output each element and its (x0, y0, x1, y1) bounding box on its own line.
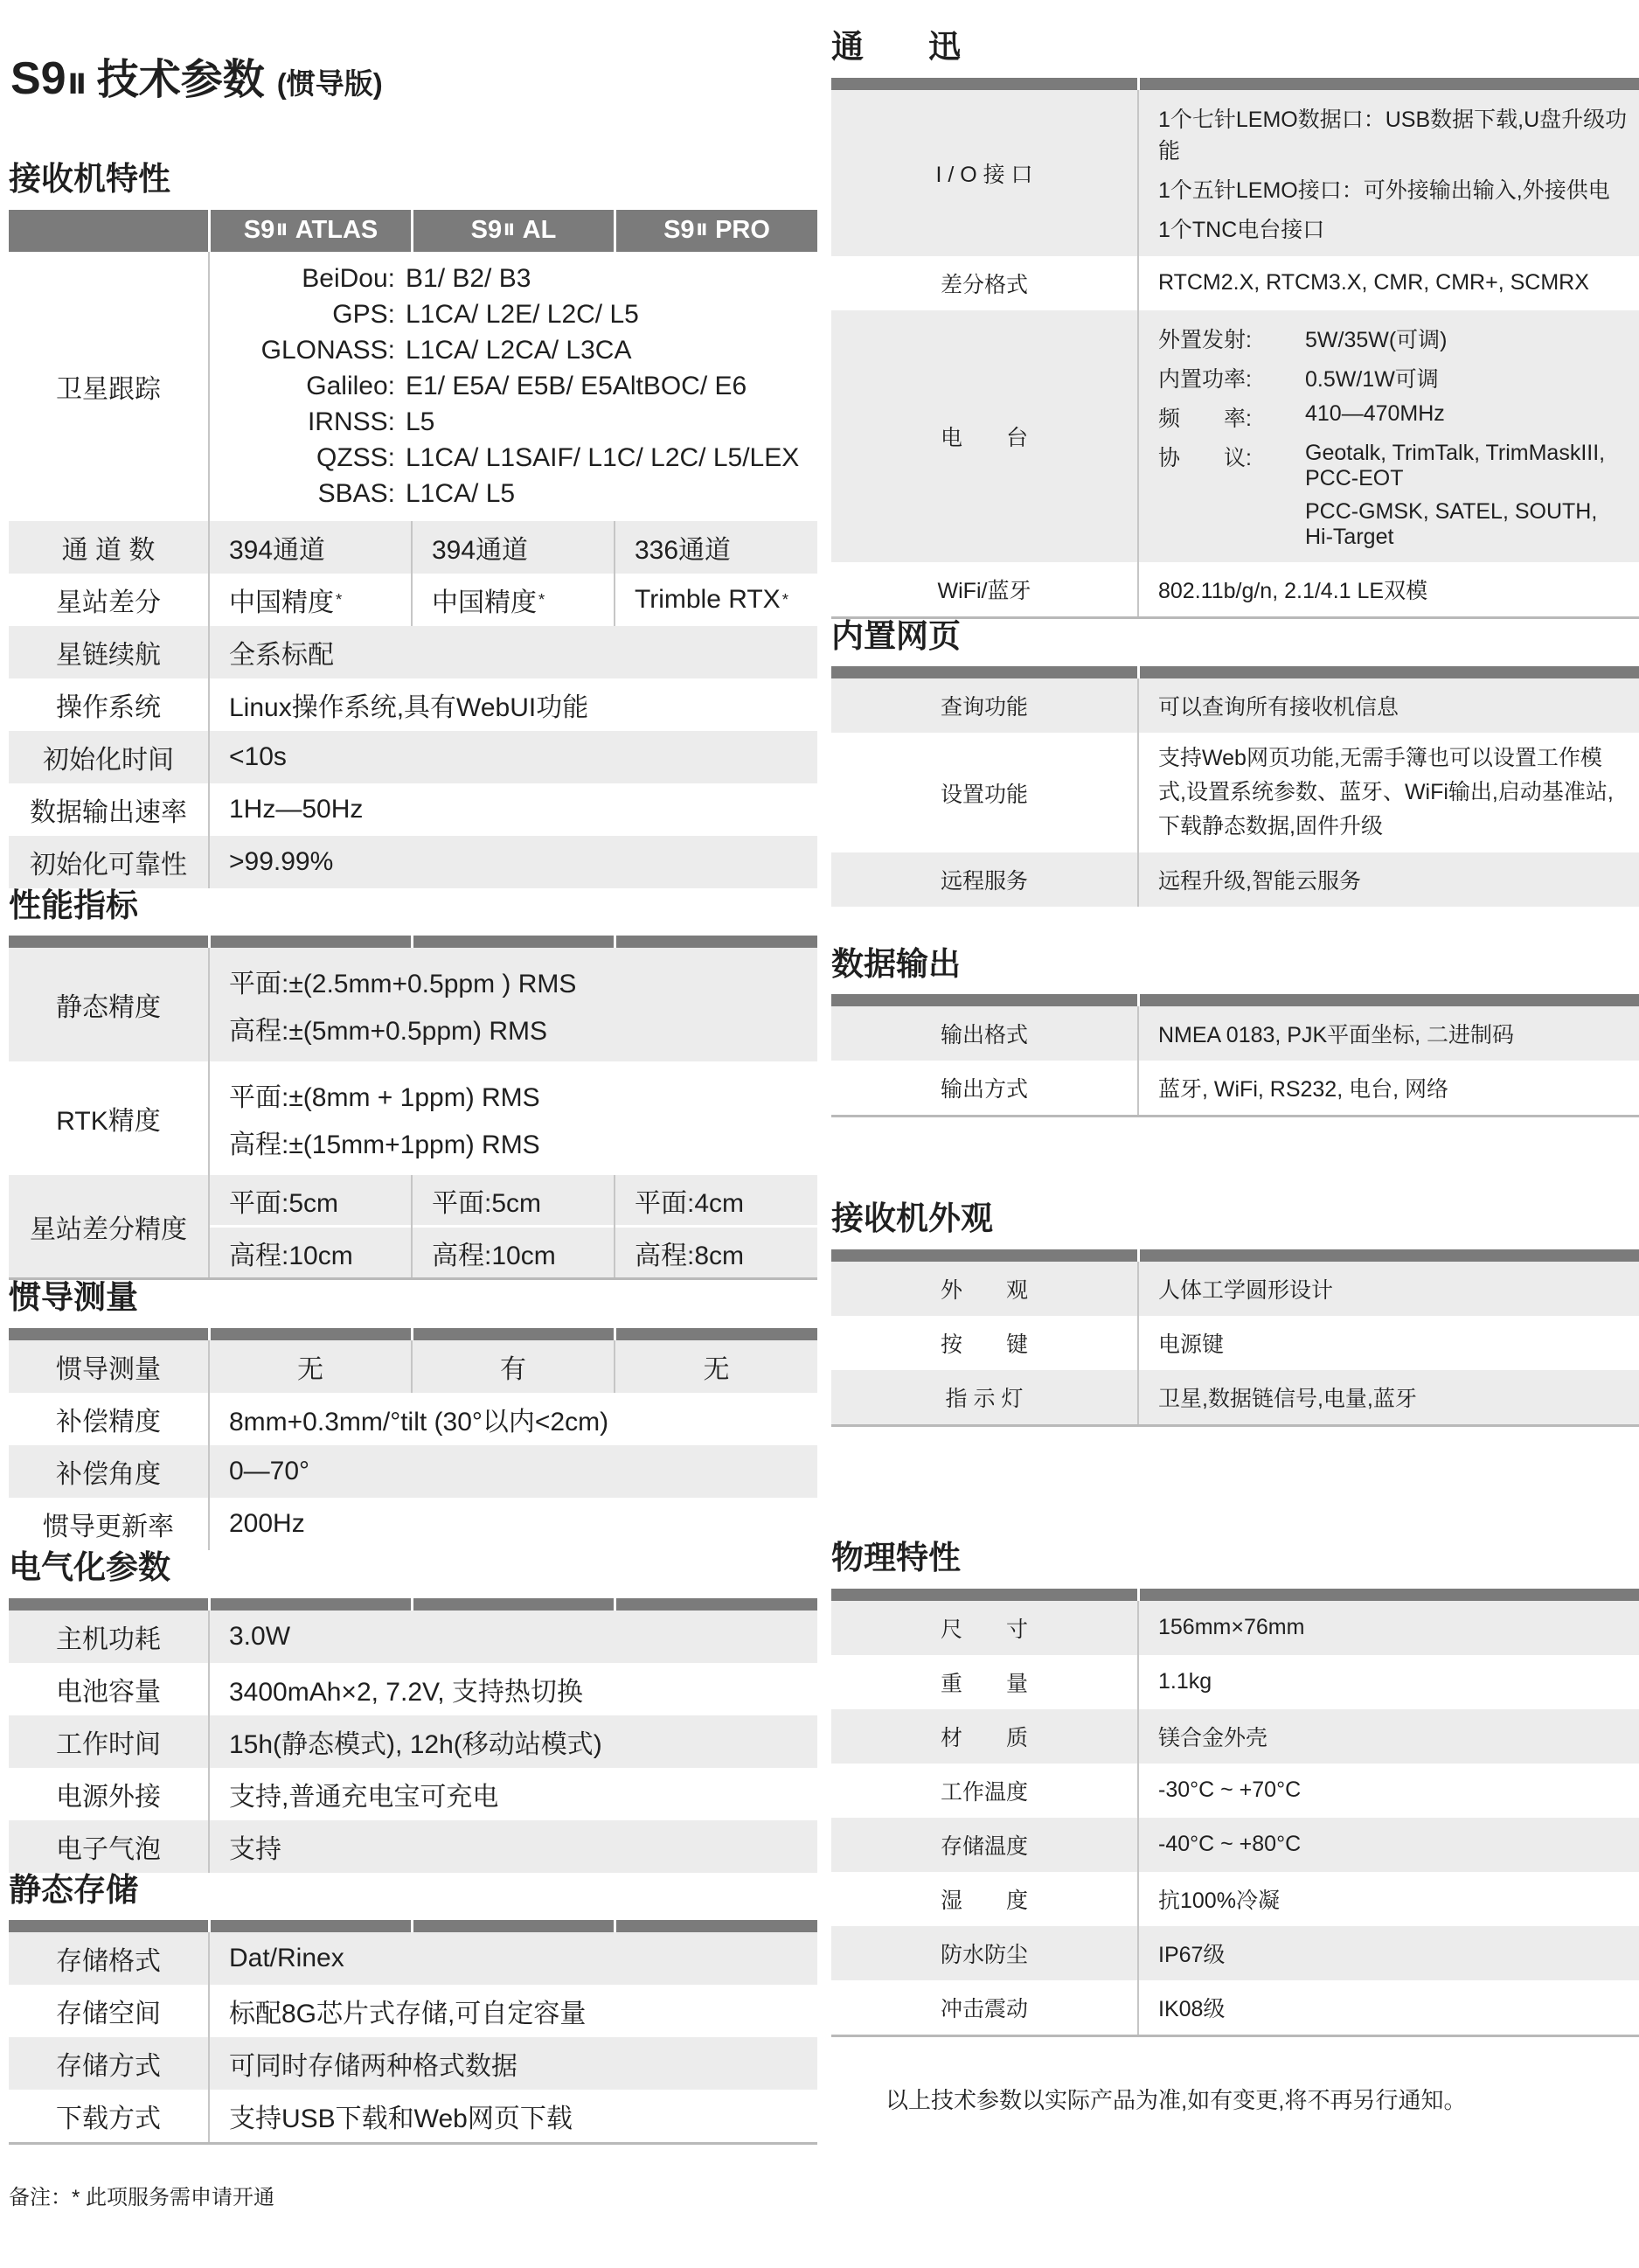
satellite-system-bands: L1CA/ L1SAIF/ L1C/ L2C/ L5/LEX (406, 442, 800, 472)
row-label: 查询功能 (940, 695, 1028, 720)
value-line: 高程:±(5mm+0.5ppm) RMS (229, 1017, 548, 1047)
value-text: 中国精度 (229, 588, 334, 617)
section-heading-output: 数据输出 (831, 945, 961, 982)
header-bar (831, 1249, 1639, 1262)
title-model: S9 (10, 53, 66, 104)
radio-spec-name: 外置发射: (1158, 327, 1252, 352)
header-bar (9, 1920, 817, 1932)
row-value: 远程升级,智能云服务 (1137, 852, 1639, 907)
row-value: 有 (411, 1340, 614, 1393)
receiver-table-header-row (9, 210, 817, 252)
header-col-al (411, 210, 614, 252)
spec-row (9, 1932, 817, 1985)
spec-row-inertial-availability (9, 1340, 817, 1393)
spec-row-rtk-accuracy (9, 1061, 817, 1175)
satellite-system-name: IRNSS: (307, 407, 395, 436)
row-label: 工作温度 (940, 1779, 1028, 1805)
value-text: Trimble RTX (635, 584, 781, 614)
row-value: <10s (208, 731, 817, 783)
row-value: 蓝牙, WiFi, RS232, 电台, 网络 (1137, 1061, 1639, 1115)
radio-spec-value: 0.5W/1W可调 (1305, 366, 1439, 392)
row-value: 全系标配 (208, 626, 817, 678)
row-label: 补偿精度 (56, 1408, 161, 1437)
model-roman: Ⅱ (696, 221, 708, 240)
row-label: 数据输出速率 (30, 797, 187, 827)
appearance-table (831, 1249, 1639, 1427)
spec-row (9, 1768, 817, 1820)
row-label: 指 示 灯 (945, 1387, 1024, 1411)
spec-row (9, 1445, 817, 1498)
section-heading-communication: 通 迅 (831, 29, 961, 65)
model-roman: Ⅱ (504, 221, 515, 240)
radio-spec-value: 5W/35W(可调) (1305, 327, 1448, 352)
row-label: 设置功能 (940, 782, 1028, 807)
value-line: 1个TNC电台接口 (1158, 217, 1325, 242)
row-value: 394通道 (411, 521, 614, 574)
header-col-pro (614, 210, 817, 252)
sbas-accuracy-cell (411, 1175, 614, 1277)
model-name: PRO (715, 216, 770, 245)
value-text: 中国精度 (432, 588, 537, 617)
value-line: 平面:±(2.5mm+0.5ppm ) RMS (229, 970, 577, 999)
row-value (614, 574, 817, 626)
spec-row (9, 1393, 817, 1445)
spec-row (9, 2090, 817, 2142)
row-value: 电源键 (1137, 1316, 1639, 1370)
footnote-text: * 此项服务需申请开通 (72, 2186, 275, 2210)
row-label: 尺 寸 (940, 1617, 1028, 1642)
row-label: 差分格式 (940, 272, 1028, 297)
spec-row (831, 1601, 1639, 1655)
spec-row (831, 1764, 1639, 1818)
value-line: 1个七针LEMO数据口：USB数据下载,U盘升级功能 (1158, 107, 1628, 163)
disclaimer-text: 以上技术参数以实际产品为准,如有变更,将不再另行通知。 (885, 2086, 1467, 2113)
sbas-accuracy-cell (208, 1175, 411, 1277)
row-label: 电源外接 (56, 1782, 161, 1812)
section-heading-storage: 静态存储 (9, 1871, 138, 1908)
model-roman: Ⅱ (276, 221, 288, 240)
spec-row-diff-format (831, 256, 1639, 310)
spec-row-wifi-bt (831, 562, 1639, 616)
row-value: >99.99% (208, 836, 817, 888)
radio-spec-name: 频 率: (1158, 406, 1252, 431)
spec-row-channels (9, 521, 817, 574)
spec-row (831, 1061, 1639, 1115)
section-heading-electrical: 电气化参数 (9, 1549, 170, 1586)
row-value: 抗100%冷凝 (1137, 1872, 1639, 1926)
row-label: 重 量 (940, 1671, 1028, 1696)
satellite-system-bands: L1CA/ L2CA/ L3CA (406, 335, 632, 365)
plane-accuracy: 平面:5cm (432, 1188, 542, 1218)
row-value: 标配8G芯片式存储,可自定容量 (208, 1985, 817, 2037)
spec-row (831, 1370, 1639, 1424)
row-label: 静态精度 (56, 993, 161, 1023)
satellite-system-bands: L1CA/ L5 (406, 478, 516, 508)
row-label: 星站差分 (56, 588, 161, 617)
spec-row (9, 1498, 817, 1550)
row-value: 3400mAh×2, 7.2V, 支持热切换 (208, 1663, 817, 1715)
row-value: 人体工学圆形设计 (1137, 1262, 1639, 1316)
row-value: 1Hz—50Hz (208, 783, 817, 836)
spec-row (831, 1655, 1639, 1709)
spec-row (831, 1709, 1639, 1764)
electrical-table (9, 1598, 817, 1873)
spec-row (9, 1611, 817, 1663)
spec-row (831, 733, 1639, 852)
communication-table (831, 78, 1639, 619)
row-value: 无 (614, 1340, 817, 1393)
physical-table (831, 1589, 1639, 2037)
header-bar (831, 1589, 1639, 1601)
inertial-table (9, 1328, 817, 1550)
satellite-system-name: Galileo: (306, 371, 395, 400)
asterisk-marker: * (781, 589, 788, 609)
spec-row (9, 1985, 817, 2037)
model-prefix: S9 (243, 216, 275, 245)
row-value: 3.0W (208, 1611, 817, 1663)
row-label: 远程服务 (940, 868, 1028, 894)
row-value (208, 1061, 817, 1175)
title-roman-numeral: Ⅱ (67, 68, 87, 100)
satellite-system-bands: L5 (406, 407, 435, 436)
header-empty-cell (9, 210, 208, 252)
row-value: IK08级 (1137, 1980, 1639, 2035)
row-value: Dat/Rinex (208, 1932, 817, 1985)
row-value: NMEA 0183, PJK平面坐标, 二进制码 (1137, 1006, 1639, 1061)
spec-row-io (831, 90, 1639, 256)
spec-row-sbas-accuracy (9, 1175, 817, 1277)
title-variant: (惯导版) (276, 67, 383, 100)
row-label: I / O 接 口 (935, 162, 1033, 187)
value-line: 1个五针LEMO接口：可外接输出输入,外接供电 (1158, 177, 1610, 203)
row-label: 按 键 (940, 1332, 1028, 1357)
spec-row (831, 1316, 1639, 1370)
satellite-system-name: SBAS: (317, 478, 395, 508)
spec-row (9, 678, 817, 731)
row-label: 输出方式 (940, 1077, 1028, 1103)
row-label: 星站差分精度 (30, 1214, 187, 1244)
row-label: 存储温度 (940, 1833, 1028, 1859)
satellite-system-bands: E1/ E5A/ E5B/ E5AltBOC/ E6 (406, 371, 747, 400)
radio-spec-name: 协 议: (1158, 445, 1252, 470)
spec-row-static-accuracy (9, 948, 817, 1061)
value-line: 高程:±(15mm+1ppm) RMS (229, 1131, 540, 1160)
satellite-systems-cell (208, 252, 817, 521)
row-label: 外 观 (940, 1278, 1028, 1303)
spec-row (831, 1818, 1639, 1872)
title-text: 技术参数 (96, 57, 265, 103)
row-value: 卫星,数据链信号,电量,蓝牙 (1137, 1370, 1639, 1424)
height-accuracy: 高程:8cm (615, 1225, 817, 1277)
row-value (1137, 310, 1639, 562)
row-value: 支持Web网页功能,无需手簿也可以设置工作模式,设置系统参数、蓝牙、WiFi输出,启动基准站,下载静态数据,固件升级 (1137, 733, 1639, 852)
row-label: 存储格式 (56, 1947, 161, 1977)
right-column (831, 12, 1639, 2210)
header-bar (9, 936, 817, 948)
row-value: 1.1kg (1137, 1655, 1639, 1709)
row-label: 通 道 数 (61, 535, 156, 565)
footnote (9, 2180, 817, 2210)
model-name: AL (522, 216, 557, 245)
page-title (10, 45, 817, 106)
row-label: 材 质 (940, 1725, 1028, 1750)
row-value (1137, 90, 1639, 256)
model-prefix: S9 (663, 216, 695, 245)
spec-row (9, 783, 817, 836)
webui-table (831, 666, 1639, 906)
section-heading-webui: 内置网页 (831, 617, 961, 654)
row-value: 支持 (208, 1820, 817, 1873)
spec-row (831, 1872, 1639, 1926)
header-bar (831, 78, 1639, 90)
plane-accuracy: 平面:4cm (635, 1188, 745, 1218)
row-label: 下载方式 (56, 2105, 161, 2134)
spec-row (831, 678, 1639, 733)
footnote-label: 备注： (9, 2186, 72, 2210)
value-line: 平面:±(8mm + 1ppm) RMS (229, 1083, 540, 1113)
satellite-system-bands: B1/ B2/ B3 (406, 263, 531, 293)
row-label: 主机功耗 (56, 1624, 161, 1654)
row-label: 星链续航 (56, 640, 161, 670)
header-bar (831, 994, 1639, 1006)
output-table (831, 994, 1639, 1117)
row-value: 0—70° (208, 1445, 817, 1498)
radio-spec-name (1158, 499, 1298, 550)
satellite-system-name: GLONASS: (260, 335, 395, 365)
spec-row (9, 1663, 817, 1715)
row-value: 156mm×76mm (1137, 1601, 1639, 1655)
spec-row (9, 2037, 817, 2090)
row-label: 卫星跟踪 (56, 374, 161, 404)
row-value (208, 948, 817, 1061)
row-value (411, 574, 614, 626)
row-value (208, 574, 411, 626)
row-value: 8mm+0.3mm/°tilt (30°以内<2cm) (208, 1393, 817, 1445)
row-value: 200Hz (208, 1498, 817, 1550)
spec-row (9, 1820, 817, 1873)
row-value: -30°C ~ +70°C (1137, 1764, 1639, 1818)
model-prefix: S9 (470, 216, 503, 245)
row-label: 工作时间 (56, 1729, 161, 1759)
row-value: 802.11b/g/n, 2.1/4.1 LE双模 (1137, 562, 1639, 616)
radio-spec-grid (1158, 323, 1629, 550)
header-bar (9, 1328, 817, 1340)
performance-table (9, 936, 817, 1280)
row-label: 湿 度 (940, 1888, 1028, 1913)
satellite-system-name: GPS: (332, 299, 395, 329)
plane-accuracy: 平面:5cm (229, 1188, 339, 1218)
spec-row (831, 852, 1639, 907)
asterisk-marker: * (538, 589, 545, 609)
header-bar (9, 1598, 817, 1611)
row-label: 惯导更新率 (43, 1513, 174, 1542)
row-value: 15h(静态模式), 12h(移动站模式) (208, 1715, 817, 1768)
row-value: 336通道 (614, 521, 817, 574)
row-label: 存储空间 (56, 2000, 161, 2029)
row-label: 补偿角度 (56, 1460, 161, 1490)
header-bar (831, 666, 1639, 678)
row-value: Linux操作系统,具有WebUI功能 (208, 678, 817, 731)
asterisk-marker: * (336, 589, 343, 609)
row-value: 支持,普通充电宝可充电 (208, 1768, 817, 1820)
sbas-accuracy-cell (614, 1175, 817, 1277)
model-name: ATLAS (295, 216, 378, 245)
row-value: -40°C ~ +80°C (1137, 1818, 1639, 1872)
spec-row (831, 1926, 1639, 1980)
row-label: RTK精度 (56, 1107, 161, 1137)
satellite-system-name: BeiDou: (302, 263, 395, 293)
row-label: 电 台 (940, 425, 1028, 450)
spec-row-sbas-diff (9, 574, 817, 626)
receiver-table (9, 210, 817, 888)
row-label: 电池容量 (56, 1677, 161, 1707)
row-value: 可以查询所有接收机信息 (1137, 678, 1639, 733)
header-col-atlas (208, 210, 411, 252)
satellite-system-bands: L1CA/ L2E/ L2C/ L5 (406, 299, 639, 329)
row-value: 无 (208, 1340, 411, 1393)
spec-row-satellite-tracking (9, 252, 817, 521)
spec-row (831, 1006, 1639, 1061)
row-label: 操作系统 (56, 692, 161, 722)
spec-row (831, 1262, 1639, 1316)
row-value: 394通道 (208, 521, 411, 574)
section-heading-appearance: 接收机外观 (831, 1200, 993, 1237)
row-label: 初始化可靠性 (30, 850, 187, 880)
spec-row-radio (831, 310, 1639, 562)
section-heading-performance: 性能指标 (9, 887, 138, 923)
storage-table (9, 1920, 817, 2145)
row-label: 初始化时间 (43, 745, 174, 775)
satellite-systems-grid (210, 264, 812, 509)
row-label: 冲击震动 (940, 1996, 1028, 2021)
radio-spec-value: 410—470MHz (1305, 400, 1445, 426)
section-heading-receiver: 接收机特性 (9, 161, 170, 197)
spec-row (9, 731, 817, 783)
row-value: 支持USB下载和Web网页下载 (208, 2090, 817, 2142)
row-value: 可同时存储两种格式数据 (208, 2037, 817, 2090)
satellite-system-name: QZSS: (316, 442, 395, 472)
spec-row (9, 626, 817, 678)
row-label: WiFi/蓝牙 (937, 578, 1031, 603)
height-accuracy: 高程:10cm (210, 1225, 411, 1277)
row-label: 电子气泡 (56, 1834, 161, 1864)
left-column (9, 12, 817, 2210)
section-heading-physical: 物理特性 (831, 1540, 961, 1576)
row-label: 防水防尘 (940, 1942, 1028, 1967)
row-label: 输出格式 (940, 1023, 1028, 1048)
row-value: RTCM2.X, RTCM3.X, CMR, CMR+, SCMRX (1137, 256, 1639, 310)
row-label: 存储方式 (56, 2052, 161, 2082)
spec-row (831, 1980, 1639, 2035)
section-heading-inertial: 惯导测量 (9, 1279, 138, 1316)
spec-row (9, 836, 817, 888)
row-value: 镁合金外壳 (1137, 1709, 1639, 1764)
row-value: IP67级 (1137, 1926, 1639, 1980)
radio-spec-value: Geotalk, TrimTalk, TrimMaskIII, PCC-EOT (1305, 440, 1606, 490)
height-accuracy: 高程:10cm (413, 1225, 614, 1277)
spec-row (9, 1715, 817, 1768)
row-label: 惯导测量 (56, 1355, 161, 1385)
radio-spec-name: 内置功率: (1158, 366, 1252, 392)
radio-spec-value: PCC-GMSK, SATEL, SOUTH, Hi-Target (1305, 498, 1598, 549)
